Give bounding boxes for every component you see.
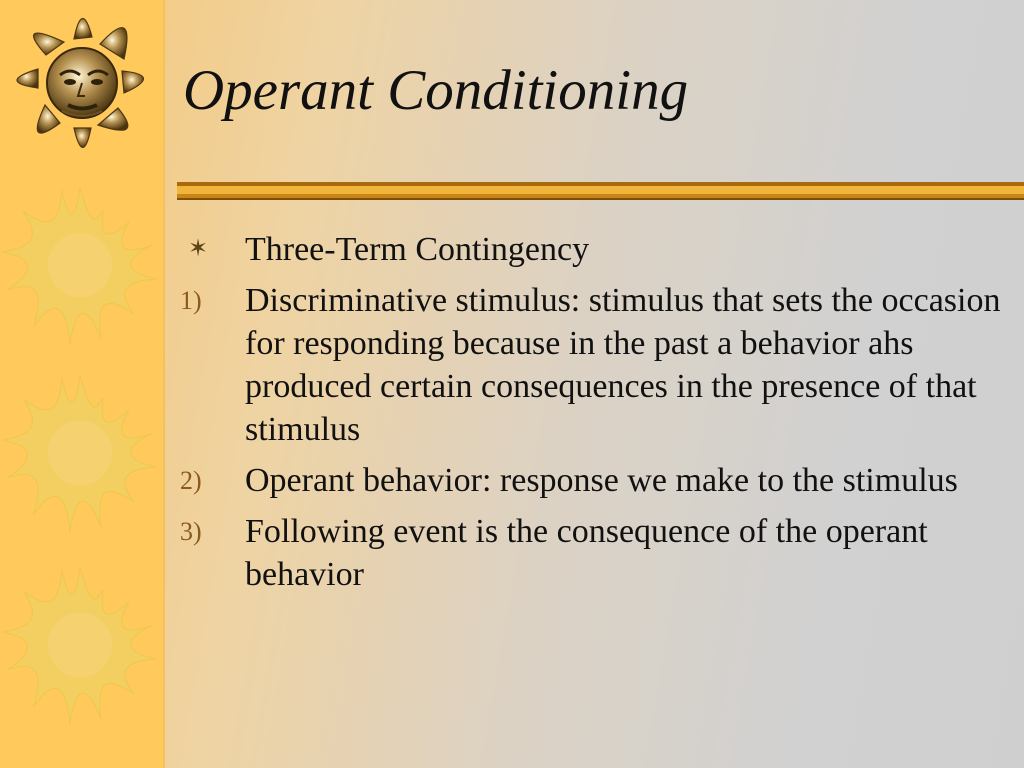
numbered-item-3 <box>180 510 1010 596</box>
sun-icon <box>2 187 157 344</box>
item-text-3: Following event is the consequence of the operant behavior <box>245 513 928 593</box>
item-text-2: Operant behavior: response we make to the stimulus <box>245 462 958 499</box>
item-number-1: 1) <box>180 286 202 315</box>
sun-decor-column <box>0 0 168 768</box>
item-number-2: 2) <box>180 466 202 495</box>
bullet-heading-text: Three-Term Contingency <box>245 231 590 268</box>
slide-body <box>180 228 1010 604</box>
sun-icon <box>2 567 157 724</box>
sun-icon <box>2 375 157 532</box>
title-divider-rule <box>177 180 1024 204</box>
numbered-item-1 <box>180 279 1010 451</box>
star-bullet-icon: ✶ <box>188 236 209 262</box>
metal-sun-face-icon <box>17 18 144 147</box>
bullet-heading <box>180 228 1010 271</box>
item-text-1: Discriminative stimulus: stimulus that sets the occasion for responding because in the past a behavior ahs produced certain consequences in the presence of that stimulus <box>245 282 1001 448</box>
item-number-3: 3) <box>180 517 202 546</box>
numbered-item-2 <box>180 459 1010 502</box>
slide-title: Operant Conditioning <box>183 59 689 122</box>
